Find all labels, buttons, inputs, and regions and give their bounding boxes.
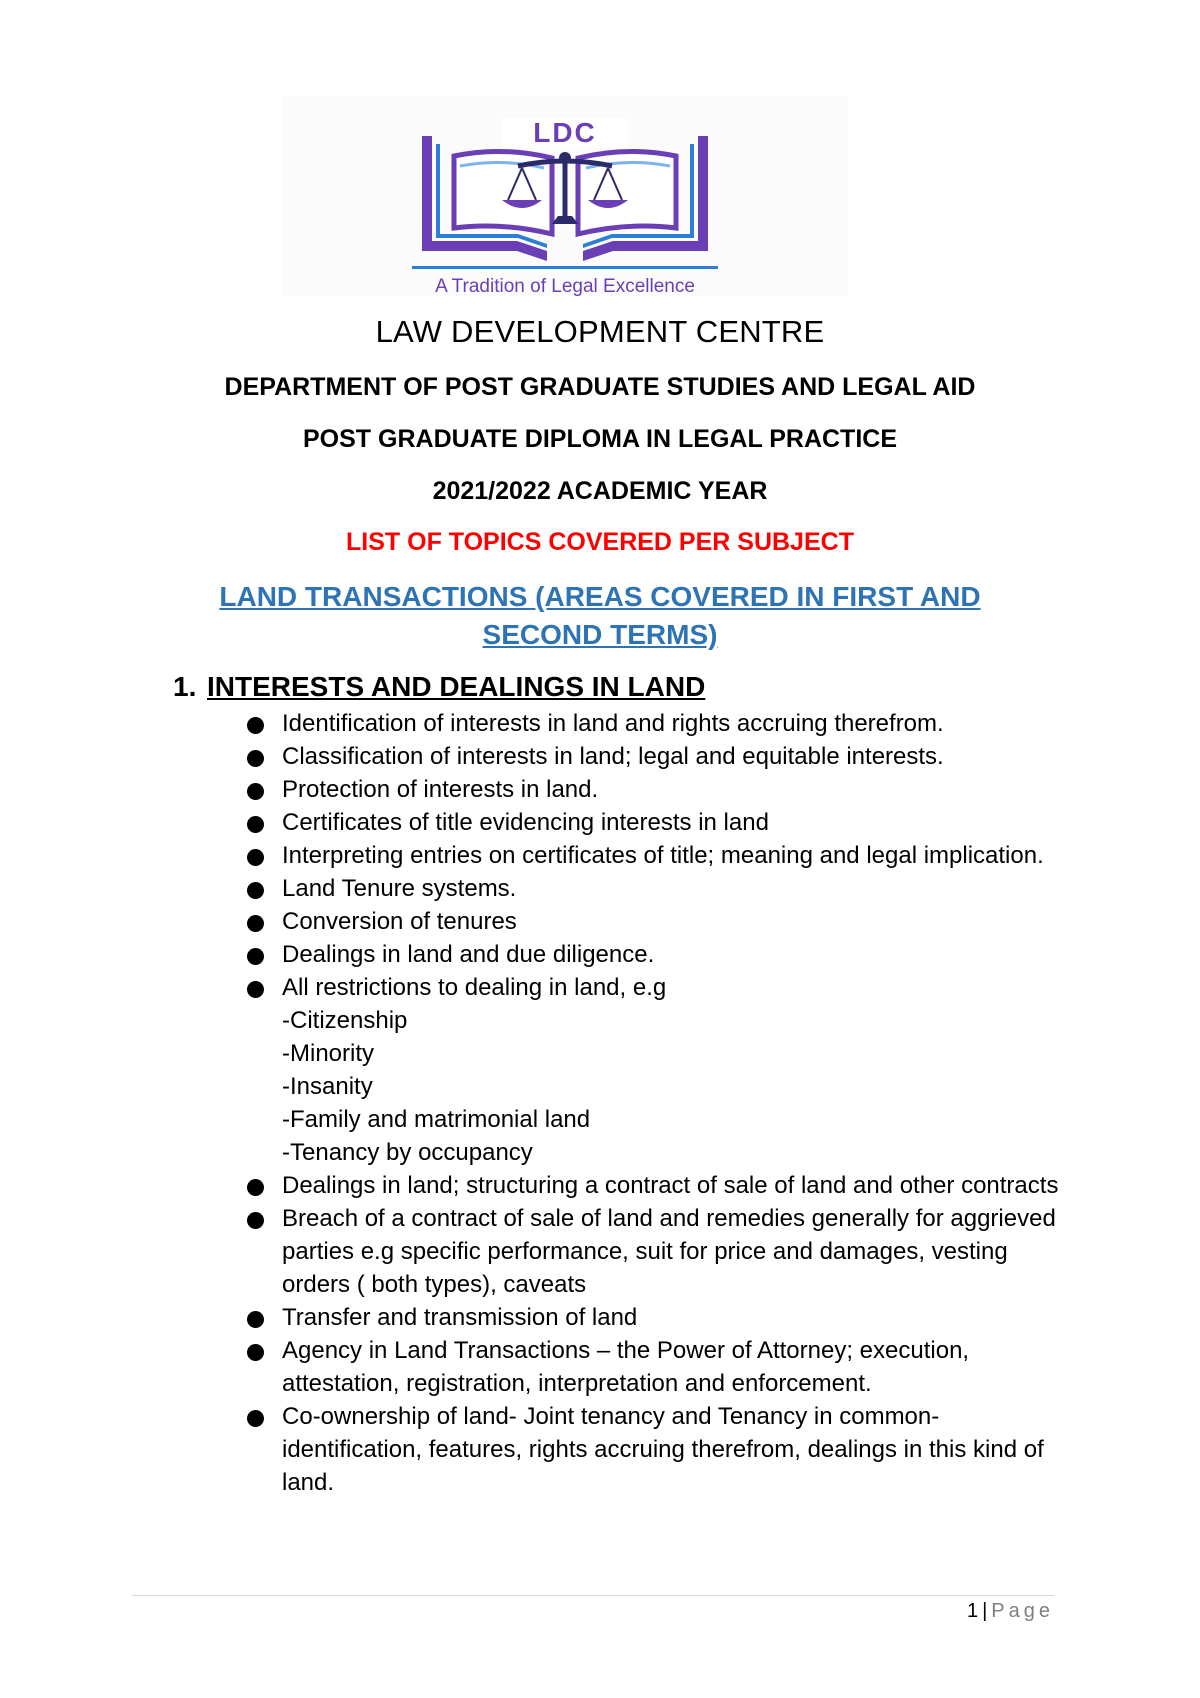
bullet-icon (247, 915, 264, 932)
list-title: LIST OF TOPICS COVERED PER SUBJECT (346, 528, 854, 556)
sub-topic: -Family and matrimonial land (282, 1106, 591, 1133)
bullet-icon (247, 1311, 264, 1328)
list-item (247, 1169, 1067, 1202)
section-heading (173, 671, 705, 703)
topic-text: Agency in Land Transactions – the Power of Attorney; execution, attestation, registration, interpretation and enforcement. (282, 1337, 970, 1397)
bullet-icon (247, 948, 264, 965)
list-item (247, 1400, 1067, 1499)
sub-topic: -Tenancy by occupancy (282, 1139, 533, 1166)
topic-text: Classification of interests in land; legal and equitable interests. (282, 743, 944, 770)
list-item (247, 740, 1067, 773)
topic-text: Transfer and transmission of land (282, 1304, 638, 1331)
ldc-logo (282, 96, 848, 296)
topic-text: Interpreting entries on certificates of title; meaning and legal implication. (282, 842, 1044, 869)
topic-list (247, 707, 1067, 1499)
topic-text: Certificates of title evidencing interests in land (282, 809, 769, 836)
list-item (247, 773, 1067, 806)
bullet-icon (247, 1212, 264, 1229)
bullet-icon (247, 849, 264, 866)
footer-divider (132, 1595, 1054, 1596)
bullet-icon (247, 816, 264, 833)
bullet-icon (247, 783, 264, 800)
ldc-logo-graphic (282, 96, 848, 296)
topic-text: Conversion of tenures (282, 908, 517, 935)
sub-topic: -Minority (282, 1040, 375, 1067)
page-label: Page (991, 1600, 1054, 1622)
programme-title: POST GRADUATE DIPLOMA IN LEGAL PRACTICE (303, 425, 897, 453)
svg-text:LDC: LDC (533, 117, 597, 148)
bullet-icon (247, 1344, 264, 1361)
list-item (247, 707, 1067, 740)
svg-text:A Tradition of Legal Excellenc: A Tradition of Legal Excellence (435, 276, 695, 296)
sub-topic: -Insanity (282, 1073, 373, 1100)
topic-text: Co-ownership of land- Joint tenancy and Tenancy in common- identification, features, rights accruing therefrom, dealings in this kind of land. (282, 1403, 1044, 1496)
topic-text: All restrictions to dealing in land, e.g (282, 974, 667, 1001)
page-footer (967, 1600, 1054, 1623)
list-item (247, 1202, 1067, 1301)
list-item (247, 839, 1067, 872)
topic-text: Identification of interests in land and rights accruing therefrom. (282, 710, 944, 737)
topic-text: Dealings in land; structuring a contract of sale of land and other contracts (282, 1172, 1059, 1199)
bullet-icon (247, 1410, 264, 1427)
section-number: 1. (173, 671, 197, 702)
topic-text: Dealings in land and due diligence. (282, 941, 655, 968)
bullet-icon (247, 717, 264, 734)
list-item (247, 905, 1067, 938)
bullet-icon (247, 981, 264, 998)
topic-text: Protection of interests in land. (282, 776, 599, 803)
list-item (247, 1334, 1067, 1400)
bullet-icon (247, 750, 264, 767)
page-number: 1 (966, 1600, 979, 1622)
topic-text: Breach of a contract of sale of land and remedies generally for aggrieved parties e.g specific performance, suit for price and damages, vesting orders ( both types), caveats (282, 1205, 1056, 1298)
bullet-icon (247, 882, 264, 899)
list-item (247, 806, 1067, 839)
list-item (247, 938, 1067, 971)
bullet-icon (247, 1179, 264, 1196)
department-title: DEPARTMENT OF POST GRADUATE STUDIES AND LEGAL AID (224, 373, 976, 401)
academic-year: 2021/2022 ACADEMIC YEAR (432, 477, 768, 505)
topic-text: Land Tenure systems. (282, 875, 517, 902)
list-item (247, 971, 1067, 1169)
section-title-text: INTERESTS AND DEALINGS IN LAND (207, 671, 706, 702)
subject-title: LAND TRANSACTIONS (AREAS COVERED IN FIRST AND SECOND TERMS) (219, 581, 981, 650)
list-item (247, 1301, 1067, 1334)
footer-separator: | (982, 1600, 988, 1622)
sub-topic: -Citizenship (282, 1007, 408, 1034)
list-item (247, 872, 1067, 905)
institution-title: LAW DEVELOPMENT CENTRE (375, 314, 825, 349)
